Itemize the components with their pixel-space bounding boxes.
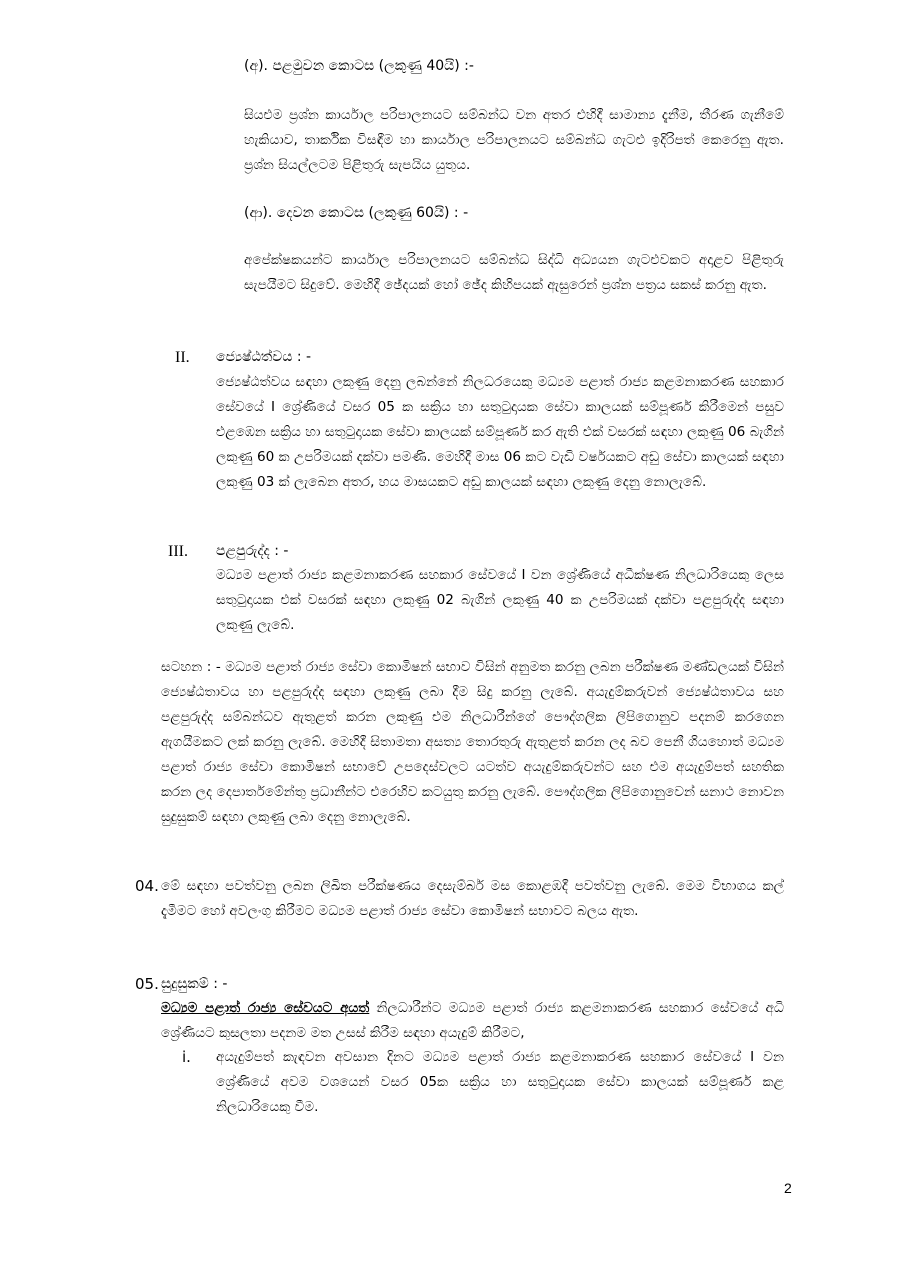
item-05-sub-text: අයැදුම්පත් කැඳවන අවසාන දිනට මධ්‍යම පළාත් රාජ්‍ය කළමනාකරණ සහකාර සේවයේ I වන ශ්‍රේණියේ අවම වශයෙන් වසර 05ක සක්‍රිය හා සතුටුදායක සේවා කාලයක් සම්පූර්ණ කළ නිලධාරියෙකු වීම. xyxy=(216,1049,784,1115)
page-number: 2 xyxy=(784,1180,792,1196)
section-a-heading: (අ). පළමුවන කොටස (ලකුණු 40යි) :- xyxy=(244,58,474,74)
section-a-body: සියළුම ප්‍රශ්න කාර්යාල පරිපාලනයට සම්බන්ධ වන අතර එහිදී සාමාන්‍ය දැනීම, තීරණ ගැනීමේ හැකියාව, තාර්කික විසඳීම හා කාර්යාල පරිපාලනයට සම්බන්ධ ගැටළු ඉදිරිපත් කෙරෙනු ඇත. ප්‍රශ්න සියල්ලටම පිළිතුරු සැපයිය යුතුය. xyxy=(244,107,784,173)
item-iii-numeral: III. xyxy=(168,543,188,560)
item-05-underlined-text: මධ්‍යම පළාත් රාජ්‍ය සේවයට අයත් xyxy=(161,1000,370,1016)
note-paragraph: සටහන : - මධ්‍යම පළාත් රාජ්‍ය සේවා කොමිෂන් සභාව විසින් අනුමත කරනු ලබන පරීක්ෂණ මණ්ඩලයක් විසින් ජ්‍යෙෂ්ඨතාවය හා පළපුරුද්ද සඳහා ලකුණු ලබා දීම සිදු කරනු ලැබේ. අයැදුම්කරුවන් ජ්‍යෙෂ්ඨතාවය සහ පළපුරුද්ද සම්බන්ධව ඇතුළත් කරන ලකුණු එම නිලධාරීන්ගේ පෞද්ගලික ලිපිගොනුව පදනම් කරගෙන ඇගයීමකට ලක් කරනු ලැබේ. මෙහිදී සිතාමතා අසත්‍ය තොරතුරු ඇතුළත් කරන ලද බව පෙනී ගියහොත් මධ්‍යම පළාත් රාජ්‍ය සේවා කොමිෂන් සභාවේ උපදෙස්වලට යටත්ව අයැදුම්කරුවන්ට සහ එම අයැදුම්පත් සහතික කරන ලද දෙපාර්තමේන්තු ප්‍රධානීන්ට එරෙහිව කටයුතු කරනු ලැබේ. පෞද්ගලික ලිපිගොනුවෙන් සනාථ නොවන සුදුසුකම් සඳහා ලකුණු ලබා දෙනු නොලැබේ. xyxy=(161,659,784,825)
item-04-number: 04. xyxy=(135,877,159,895)
item-05-number: 05. xyxy=(135,975,159,993)
item-05-sub-numeral: i. xyxy=(182,1048,191,1066)
item-iii-heading: පළපුරුද්ද : - xyxy=(216,543,289,559)
item-iii-body: මධ්‍යම පළාත් රාජ්‍ය කළමනාකරණ සහකාර සේවයේ I වන ශ්‍රේණියේ අධීක්ෂණ නිලධාරියෙකු ලෙස සතුටුදායක එක් වසරක් සඳහා ලකුණු 02 බැගින් ලකුණු 40 ක උපරිමයක් දක්වා පළපුරුද්ද සඳහා ලකුණු ලැබේ. xyxy=(216,567,784,633)
item-04-body: මේ සඳහා පවත්වනු ලබන ලිඛිත පරීක්ෂණය දෙසැම්බර් මස කොළඹදී පවත්වනු ලැබේ. මෙම විභාගය කල් දැමීමට හෝ අවලංගු කිරීමට මධ්‍යම පළාත් රාජ්‍ය සේවා කොමිෂන් සභාවට බලය ඇත. xyxy=(161,878,784,919)
item-ii-body: ජ්‍යෙෂ්ඨත්වය සඳහා ලකුණු දෙනු ලබන්නේ නිලධරයෙකු මධ්‍යම පළාත් රාජ්‍ය කළමනාකරණ සහකාර සේවයේ I ශ්‍රේණියේ වසර 05 ක සක්‍රිය හා සතුටුදායක සේවා කාලයක් සම්පූර්ණ කිරීමෙන් පසුව එළඹෙන සක්‍රිය හා සතුටුදායක සේවා කාලයක් සම්පූර්ණ කර ඇති එක් වසරක් සඳහා ලකුණු 06 බැගින් ලකුණු 60 ක උපරිමයක් දක්වා පමණි. මෙහිදී මාස 06 කට වැඩි වර්ෂයකට අඩු සේවා කාලයක් සඳහා ලකුණු 03 ක් ලැබෙන අතර, හය මාසයකට අඩු කාලයක් සඳහා ලකුණු දෙනු නොලැබේ. xyxy=(216,374,784,490)
section-aa-body: අපේක්ෂකයන්ට කාර්යාල පරිපාලනයට සම්බන්ධ සිද්ධි අධ්‍යයන ගැටළුවකට අදාළව පිළිතුරු සැපයීමට සිදුවේ. මෙහිදී ඡේදයක් හෝ ඡේද කිහිපයක් ඇසුරෙන් ප්‍රශ්න පත්‍රය සකස් කරනු ඇත. xyxy=(244,252,784,293)
section-aa-heading: (ආ). දෙවන කොටස (ලකුණු 60යි) : - xyxy=(244,205,469,221)
item-05-heading: සුදුසුකම් : - xyxy=(161,976,228,992)
item-05-body-rest: නිලධාරීන්ට මධ්‍යම පළාත් රාජ්‍ය කළමනාකරණ සහකාර සේවයේ අධි ශ්‍රේණියට කුසලතා පදනම මත උසස් කිරීම සඳහා අයැදුම් කිරීමට, xyxy=(161,1000,784,1041)
item-05-body xyxy=(161,996,784,1046)
item-ii-heading: ජ්‍යෙෂ්ඨත්වය : - xyxy=(216,349,312,365)
item-ii-numeral: II. xyxy=(175,349,190,366)
